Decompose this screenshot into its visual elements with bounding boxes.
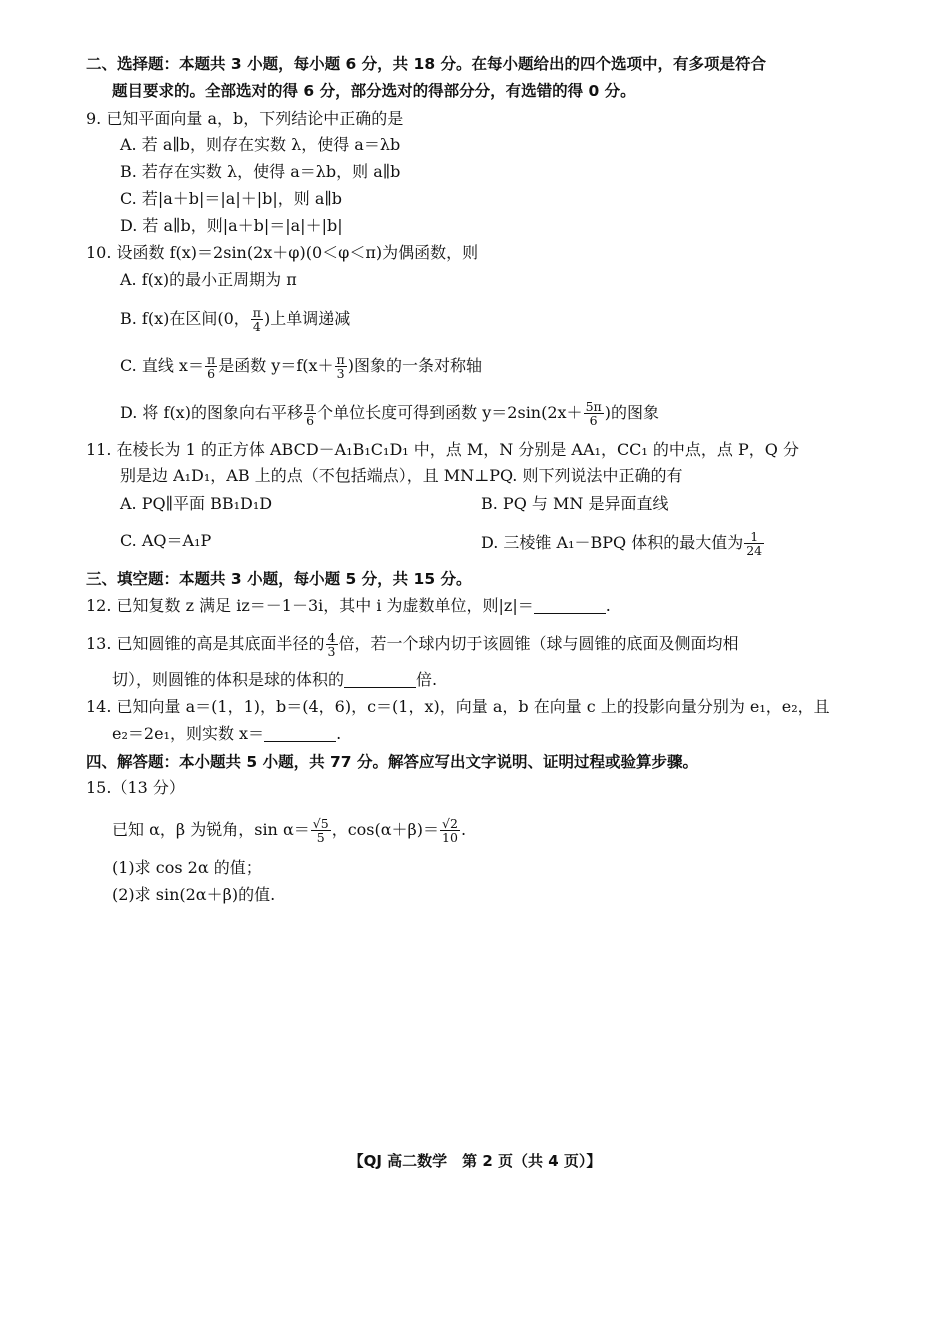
page-footer: 【QJ 高二数学 第 2 页（共 4 页）】 [348, 1152, 602, 1170]
section2-heading-line1: 二、选择题：本题共 3 小题，每小题 6 分，共 18 分。在每小题给出的四个选项中，有多项是符合 [86, 55, 767, 73]
frac-denominator: 4 [252, 319, 261, 334]
fraction [304, 400, 316, 427]
section3-heading: 三、填空题：本题共 3 小题，每小题 5 分，共 15 分。 [86, 570, 472, 588]
q14-line2 [112, 723, 341, 745]
frac-numerator: π [305, 399, 315, 414]
q10-stem: 10. 设函数 f(x)＝2sin(2x＋φ)(0＜φ＜π)为偶函数，则 [86, 243, 479, 262]
q15-label: 15.（13 分） [86, 778, 185, 797]
q15-given-mid: ，cos(α＋β)＝ [331, 820, 440, 839]
q11-option-d [481, 530, 765, 557]
fraction [326, 631, 338, 658]
fraction [335, 353, 347, 380]
q10-b-pre: B. f(x)在区间(0， [120, 309, 250, 328]
q13-line2 [112, 669, 437, 691]
q14-line1: 14. 已知向量 a＝(1，1)，b＝(4，6)，c＝(1，x)，向量 a，b 在向量 c 上的投影向量分别为 e₁，e₂，且 [86, 697, 830, 716]
q11-option-c: C. AQ＝A₁P [120, 531, 212, 550]
q13-pre: 13. 已知圆锥的高是其底面半径的 [86, 634, 325, 653]
q13-post: 倍，若一个球内切于该圆锥（球与圆锥的底面及侧面均相 [338, 634, 739, 653]
q14-line2-pre: e₂＝2e₁，则实数 x＝ [112, 724, 265, 743]
q9-option-b: B. 若存在实数 λ，使得 a＝λb，则 a∥b [120, 162, 401, 181]
q13-line2-pre: 切），则圆锥的体积是球的体积的 [112, 670, 345, 689]
q10-option-a: A. f(x)的最小正周期为 π [120, 270, 297, 289]
frac-denominator: 6 [207, 366, 216, 381]
q11-stem-line1: 11. 在棱长为 1 的正方体 ABCD－A₁B₁C₁D₁ 中，点 M，N 分别是 AA₁，CC₁ 的中点，点 P，Q 分 [86, 440, 799, 459]
q9-option-a: A. 若 a∥b，则存在实数 λ，使得 a＝λb [120, 135, 401, 154]
answer-blank [264, 725, 336, 742]
q13-line1 [86, 631, 739, 658]
fraction [205, 353, 217, 380]
frac-numerator: π [206, 352, 216, 367]
q12 [86, 595, 611, 617]
frac-denominator: 3 [336, 366, 345, 381]
q10-c-post: )图象的一条对称轴 [347, 356, 482, 375]
frac-numerator: π [252, 305, 262, 320]
frac-denominator: 5 [316, 830, 325, 845]
q15-given-end: . [460, 820, 467, 839]
q13-line2-post: 倍. [416, 670, 438, 689]
frac-denominator: 6 [306, 413, 315, 428]
q12-end: . [605, 596, 611, 615]
frac-denominator: 3 [327, 644, 336, 659]
q15-part1: (1)求 cos 2α 的值； [112, 858, 262, 877]
frac-numerator: 4 [327, 630, 336, 645]
q9-stem: 9. 已知平面向量 a，b，下列结论中正确的是 [86, 109, 404, 128]
section4-heading: 四、解答题：本小题共 5 小题，共 77 分。解答应写出文字说明、证明过程或验算步骤。 [86, 753, 698, 771]
frac-numerator: 5π [585, 399, 602, 414]
q11-stem-line2: 别是边 A₁D₁，AB 上的点（不包括端点），且 MN⊥PQ. 则下列说法中正确的有 [120, 466, 683, 485]
fraction [440, 817, 460, 844]
answer-blank [344, 671, 416, 688]
q10-option-d [120, 400, 659, 427]
section2-heading-line2: 题目要求的。全部选对的得 6 分，部分选对的得部分分，有选错的得 0 分。 [112, 82, 636, 100]
q11-option-b: B. PQ 与 MN 是异面直线 [481, 494, 669, 513]
q10-b-post: )上单调递减 [264, 309, 351, 328]
fraction [584, 400, 604, 427]
q10-option-b [120, 306, 350, 333]
q10-d-mid: 个单位长度可得到函数 y＝2sin(2x＋ [317, 403, 583, 422]
fraction [251, 306, 263, 333]
q12-text: 12. 已知复数 z 满足 iz＝－1－3i，其中 i 为虚数单位，则|z|＝ [86, 596, 534, 615]
fraction [744, 530, 764, 557]
q10-d-post: )的图象 [604, 403, 659, 422]
q10-option-c [120, 353, 482, 380]
q9-option-c: C. 若|a＋b|＝|a|＋|b|，则 a∥b [120, 189, 343, 208]
q11-d-pre: D. 三棱锥 A₁－BPQ 体积的最大值为 [481, 533, 744, 552]
q15-part2: (2)求 sin(2α＋β)的值. [112, 885, 276, 904]
q10-d-pre: D. 将 f(x)的图象向右平移 [120, 403, 303, 422]
q9-option-d: D. 若 a∥b，则|a＋b|＝|a|＋|b| [120, 216, 343, 235]
answer-blank [534, 597, 606, 614]
frac-numerator: √5 [312, 816, 329, 831]
q11-option-a: A. PQ∥平面 BB₁D₁D [120, 494, 273, 513]
q15-given-pre: 已知 α，β 为锐角，sin α＝ [112, 820, 310, 839]
frac-numerator: 1 [744, 530, 764, 544]
frac-numerator: √2 [442, 816, 458, 831]
q10-c-mid: 是函数 y＝f(x＋ [218, 356, 334, 375]
q14-line2-end: . [336, 724, 342, 743]
frac-denominator: 10 [442, 830, 458, 845]
frac-denominator: 24 [746, 543, 763, 558]
q10-c-pre: C. 直线 x＝ [120, 356, 204, 375]
frac-numerator: π [336, 352, 345, 367]
frac-denominator: 6 [589, 413, 598, 428]
q15-given [112, 817, 466, 844]
fraction [311, 817, 331, 844]
